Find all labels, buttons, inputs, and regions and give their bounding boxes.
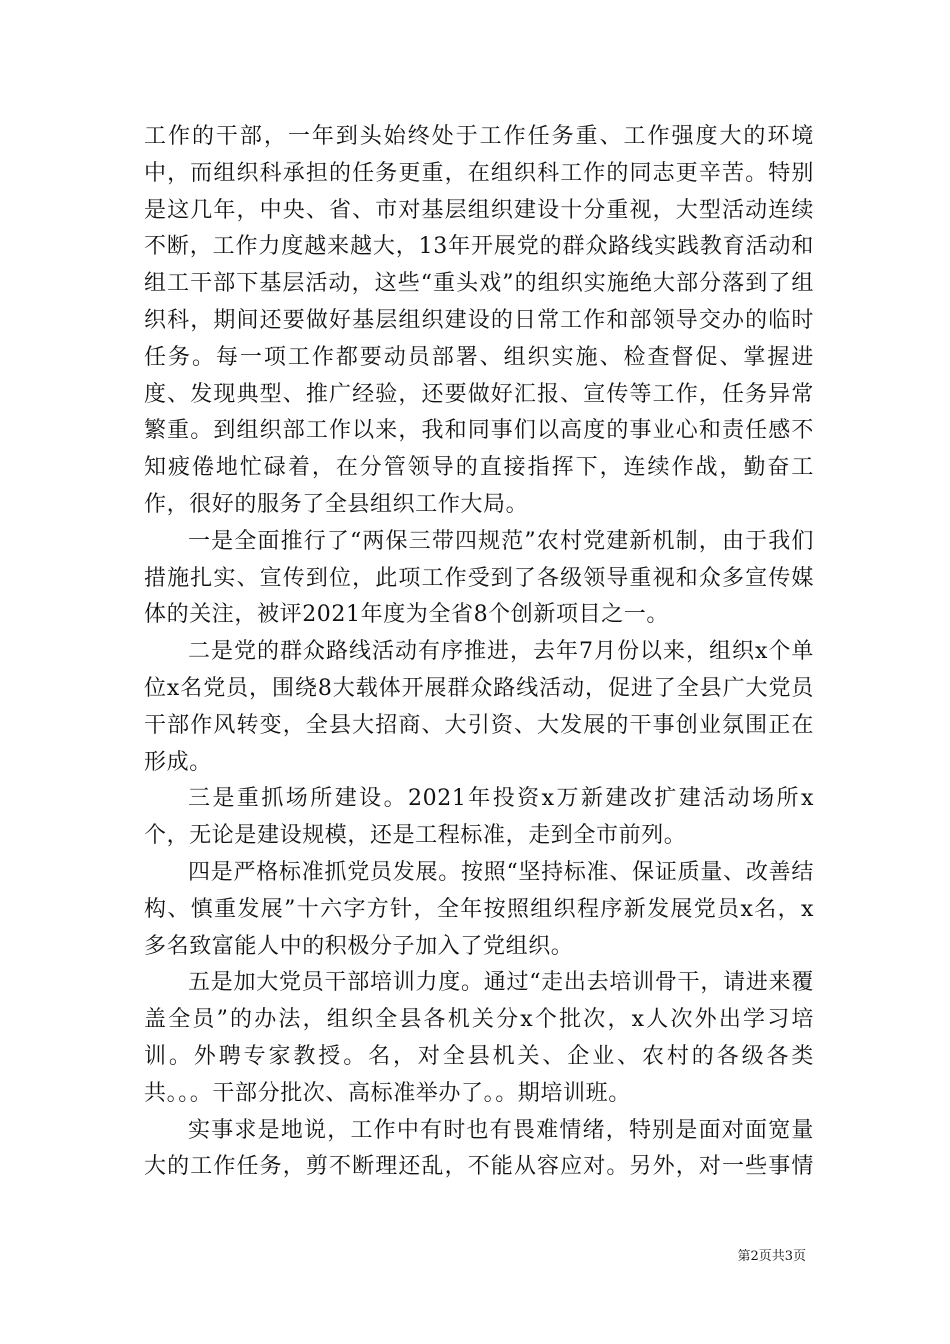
- text-line: 党员干部作风转变，全县大招商、大引资、大发展的干事创业氛围: [144, 675, 814, 738]
- text-line: 大的工作任务，剪不断理还乱，不能从容应对。另外，对一些事情: [144, 1154, 814, 1180]
- body-text: [144, 119, 814, 1186]
- paragraph-item-2: [144, 634, 814, 781]
- text-line: 无论是建设规模，还是工程标准，走到全市前列。: [189, 823, 687, 849]
- text-line: 覆盖全员”的办法，组织全县各机关分x个批次，x人次外出学习培: [144, 970, 814, 1033]
- text-line: 几年，中央、省、市对基层组织建设十分重视，大型活动连续不断，: [144, 197, 815, 260]
- text-line: 一是全面推行了“两保三带四规范”农村党建新机制，由于我: [188, 528, 792, 554]
- text-line: 忙碌着，在分管领导的直接指挥下，连续作战，勤奋工作，很好的: [144, 455, 815, 517]
- paragraph-closing: [144, 1113, 814, 1187]
- paragraph-item-5: [144, 965, 814, 1112]
- text-line: 三是重抓场所建设。2021年投资x万新建改扩建活动场所x个，: [144, 786, 814, 849]
- text-line: x多名致富能人中的积极分子加入了党组织。: [144, 896, 814, 959]
- paragraph-item-3: [144, 781, 814, 855]
- text-line: 结构、慎重发展”十六字方针，全年按照组织程序新发展党员x名，: [144, 859, 814, 922]
- text-line: 单位x名党员，围绕8大载体开展群众路线活动，促进了全县广大: [144, 639, 814, 701]
- text-line: 四是严格标准抓党员发展。按照“坚持标准、保证质量、改善: [188, 859, 792, 885]
- text-line: 而组织科承担的任务更重，在组织科工作的同志更辛苦。特别是这: [144, 160, 815, 223]
- text-line: 工作力度越来越大，13年开展党的群众路线实践教育活动和组工干: [144, 234, 814, 297]
- text-line: 五是加大党员干部培训力度。通过“走出去培训骨干，请进来: [188, 970, 792, 996]
- paragraph-item-4: [144, 855, 814, 965]
- text-line: 们措施扎实、宣传到位，此项工作受到了各级领导重视和众多宣传: [144, 528, 814, 591]
- text-line: 媒体的关注，被评2021年度为全省8个创新项目之一。: [144, 565, 814, 628]
- page-number-footer: 第2页共3页: [737, 1249, 806, 1264]
- text-line: 工作的干部，一年到头始终处于工作任务重、工作强度大的环境中，: [144, 124, 814, 186]
- text-line: 每一项工作都要动员部署、组织实施、检查督促、掌握进度、发现: [144, 344, 814, 407]
- paragraph-intro: [144, 119, 814, 524]
- text-line: 二是党的群众路线活动有序推进，去年7月份以来，组织x个: [188, 639, 792, 665]
- text-line: 组织部工作以来，我和同事们以高度的事业心和责任感不知疲倦地: [144, 418, 814, 481]
- text-line: 共。。。干部分批次、高标准举办了。。期培训班。: [144, 1080, 631, 1106]
- text-line: 训。外聘专家教授。名，对全县机关、企业、农村的各级各类: [144, 1043, 814, 1069]
- text-line: 服务了全县组织工作大局。: [257, 491, 529, 517]
- text-line: 实事求是地说，工作中有时也有畏难情绪，特别是面对面宽量: [188, 1117, 814, 1143]
- text-line: 正在形成。: [144, 712, 815, 775]
- text-line: 部下基层活动，这些“重头戏”的组织实施绝大部分落到了组织科，: [144, 271, 814, 333]
- text-line: 典型、推广经验，还要做好汇报、宣传等工作，任务异常繁重。到: [144, 381, 814, 444]
- text-line: 期间还要做好基层组织建设的日常工作和部领导交办的临时任务。: [144, 307, 814, 370]
- paragraph-item-1: [144, 524, 814, 634]
